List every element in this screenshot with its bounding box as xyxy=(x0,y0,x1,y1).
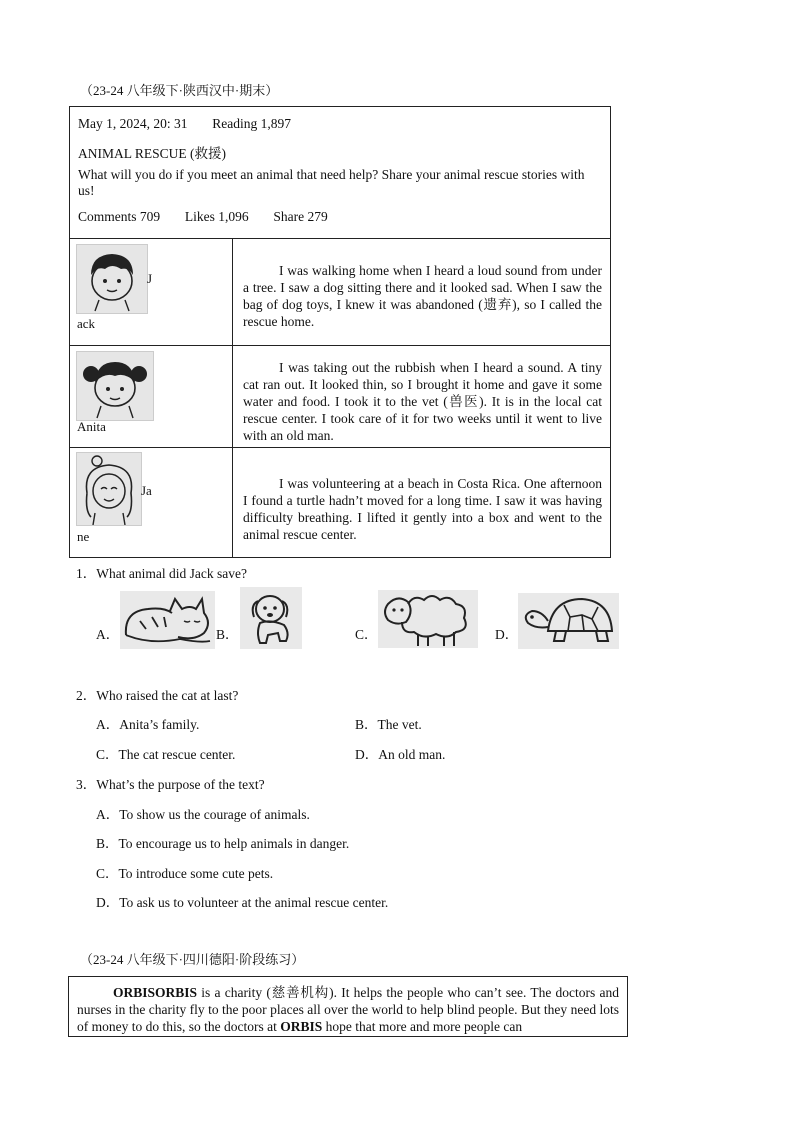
q1-option-d-label[interactable]: D． xyxy=(495,627,519,642)
girl-avatar-icon xyxy=(76,351,154,421)
story-text-jack xyxy=(232,238,610,345)
q3-option-d[interactable]: D．To ask us to volunteer at the animal rescue center. xyxy=(96,895,389,910)
source-line-1: （23-24 八年级下·陕西汉中·期末） xyxy=(80,83,279,98)
story-row-anita xyxy=(69,345,611,448)
q2-option-a[interactable]: A．Anita’s family. xyxy=(96,717,200,732)
charity-name-2: ORBIS xyxy=(280,1019,323,1034)
author-name-part2: ack xyxy=(77,316,96,331)
passage-paragraph xyxy=(77,984,619,1035)
post-prompt: What will you do if you meet an animal that need help? Share your animal rescue stories with us! xyxy=(78,167,585,198)
q2-option-c[interactable]: C．The cat rescue center. xyxy=(96,747,236,762)
story-paragraph: I was taking out the rubbish when I heard a sound. A tiny cat ran out. It looked thin, so I brought it home and gave it some water and food. I took it to the vet (兽医). It is in the local cat rescue center. I took care of it for two weeks until it went to live with an old man. xyxy=(243,360,602,443)
sheep-icon[interactable] xyxy=(378,590,478,648)
question-1-stem: 1．What animal did Jack save? xyxy=(76,566,247,581)
post-reading-count: Reading 1,897 xyxy=(212,116,291,131)
post-meta xyxy=(78,116,291,132)
likes-count: Likes 1,096 xyxy=(184,209,249,224)
woman-avatar-icon xyxy=(76,452,142,526)
cat-icon[interactable] xyxy=(120,591,215,649)
story-row-jack xyxy=(69,238,611,346)
author-name: Anita xyxy=(77,419,106,434)
q3-option-c[interactable]: C．To introduce some cute pets. xyxy=(96,866,274,881)
story-paragraph: I was walking home when I heard a loud sound from under a tree. I saw a dog sitting there and it looked sad. When I saw the bag of dog toys, I knew it was abandoned (遗弃), so I called the rescue home. xyxy=(243,263,602,329)
passage-box xyxy=(68,976,628,1037)
comments-count: Comments 709 xyxy=(78,209,161,224)
turtle-icon[interactable] xyxy=(518,593,619,649)
story-text-anita xyxy=(232,345,610,447)
post-stats xyxy=(78,209,328,225)
q3-option-a[interactable]: A．To show us the courage of animals. xyxy=(96,807,310,822)
post-date: May 1, 2024, 20: 31 xyxy=(78,116,188,131)
passage-text-1: is a charity (慈善机构). It helps the people who can’t see. The doctors and nurses in the charity fly to the poor places all over the world to help blind people. But they need lots of money to do this, so the doctors at xyxy=(77,985,619,1034)
author-name-part2: ne xyxy=(77,529,90,544)
q1-option-b-label[interactable]: B． xyxy=(216,627,239,642)
q2-option-b[interactable]: B．The vet. xyxy=(355,717,422,732)
story-row-jane xyxy=(69,447,611,558)
q3-option-b[interactable]: B．To encourage us to help animals in danger. xyxy=(96,836,350,851)
q2-option-d[interactable]: D．An old man. xyxy=(355,747,446,762)
story-text-jane xyxy=(232,447,610,557)
author-name-part1: Ja xyxy=(141,483,152,498)
source-line-2: （23-24 八年级下·四川德阳·阶段练习） xyxy=(80,952,305,967)
question-3-stem: 3．What’s the purpose of the text? xyxy=(76,777,265,792)
boy-avatar-icon xyxy=(76,244,148,314)
post-header xyxy=(69,106,611,239)
dog-icon[interactable] xyxy=(240,587,302,649)
question-2-stem: 2．Who raised the cat at last? xyxy=(76,688,239,703)
story-paragraph: I was volunteering at a beach in Costa Rica. One afternoon I found a turtle hadn’t moved for a long time. I saw it was having difficulty breathing. I lifted it gently into a box and went to the animal rescue center. xyxy=(243,476,602,542)
charity-name: ORBISORBIS xyxy=(113,985,198,1000)
q1-option-c-label[interactable]: C． xyxy=(355,627,378,642)
q1-option-a-label[interactable]: A． xyxy=(96,627,120,642)
passage-text-2: hope that more and more people can xyxy=(322,1019,523,1034)
author-name-part1: J xyxy=(147,271,153,286)
post-title: ANIMAL RESCUE (救援) xyxy=(78,146,226,161)
share-count: Share 279 xyxy=(273,209,328,224)
